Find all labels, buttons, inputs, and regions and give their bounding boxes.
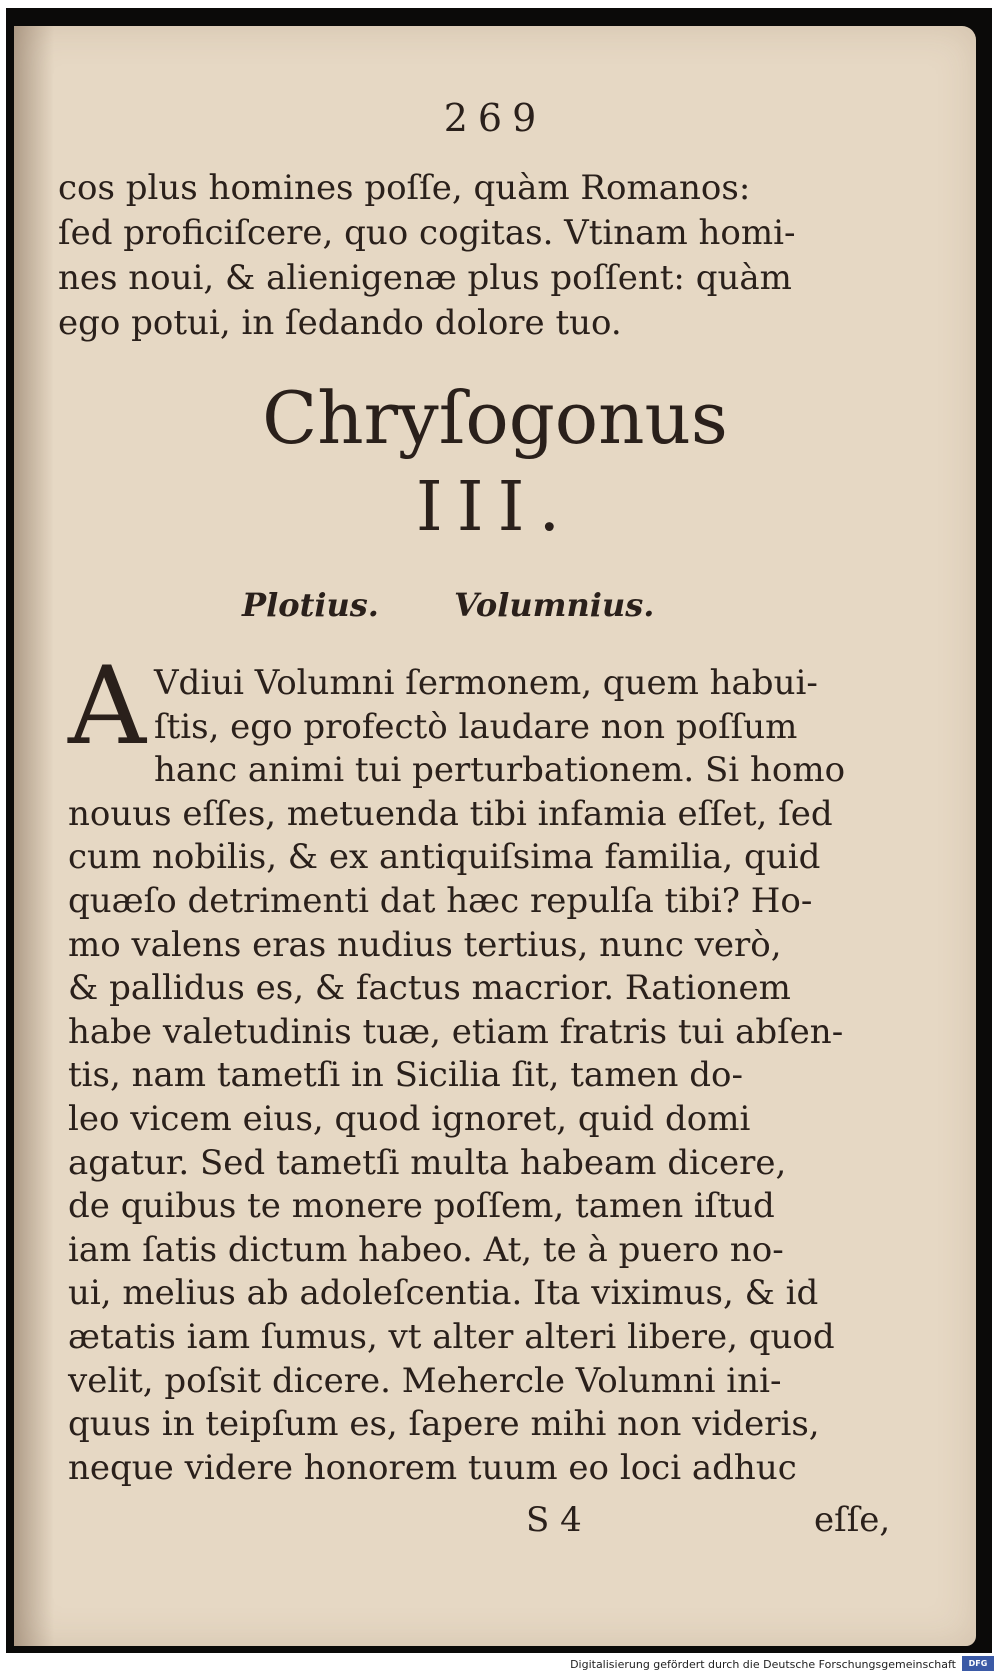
text-line: ego potui, in ſedando dolore tuo. xyxy=(58,303,622,343)
dfg-logo: DFG xyxy=(962,1656,994,1671)
digitization-credit: Digitalisierung gefördert durch die Deutsche Forschungsgemeinschaft xyxy=(570,1658,956,1671)
continuation-text xyxy=(58,166,938,346)
text-line: iam ſatis dictum habeo. At, te à puero no- xyxy=(68,1229,784,1270)
chapter-heading: Chryſogonus xyxy=(262,376,728,460)
text-line: velit, poſsit dicere. Mehercle Volumni ini- xyxy=(68,1360,782,1401)
text-line: & pallidus es, & factus macrior. Rationem xyxy=(68,968,791,1009)
text-line: quæſo detrimenti dat hæc repulſa tibi? Ho- xyxy=(68,880,813,921)
drop-cap: A xyxy=(68,644,146,769)
book-page xyxy=(14,26,976,1646)
text-line: ſed proficiſcere, quo cogitas. Vtinam homi- xyxy=(58,213,796,253)
speaker-name: Plotius. xyxy=(242,586,379,624)
text-line: tis, nam tametſi in Sicilia ſit, tamen do- xyxy=(68,1055,743,1096)
text-line: neque videre honorem tuum eo loci adhuc xyxy=(68,1447,797,1488)
text-line: ætatis iam ſumus, vt alter alteri libere, quod xyxy=(68,1316,835,1357)
text-line: nes noui, & alienigenæ plus poſſent: quàm xyxy=(58,258,792,298)
page-number: 269 xyxy=(443,96,547,140)
text-line: ſtis, ego profectò laudare non poſſum xyxy=(154,706,798,747)
text-line: ui, melius ab adoleſcentia. Ita viximus, & id xyxy=(68,1273,819,1314)
text-line: quus in teipſum es, ſapere mihi non videris, xyxy=(68,1404,820,1445)
text-line: mo valens eras nudius tertius, nunc verò, xyxy=(68,924,782,965)
body-text xyxy=(68,644,938,1490)
text-line: cum nobilis, & ex antiquiſsima familia, quid xyxy=(68,837,821,878)
text-line: habe valetudinis tuæ, etiam fratris tui abſen- xyxy=(68,1011,844,1052)
signature-mark: S 4 xyxy=(526,1500,582,1540)
chapter-number: III. xyxy=(415,468,575,547)
spine-shadow xyxy=(14,26,54,1646)
text-line: cos plus homines poſſe, quàm Romanos: xyxy=(58,168,751,208)
catchword: eſſe, xyxy=(814,1500,891,1540)
text-line: de quibus te monere poſſem, tamen iſtud xyxy=(68,1186,775,1227)
text-line: nouus eſſes, metuenda tibi infamia eſſet, ſed xyxy=(68,793,833,834)
speaker-name: Volumnius. xyxy=(454,586,655,624)
text-line: Vdiui Volumni ſermonem, quem habui- xyxy=(154,663,818,703)
text-line: hanc animi tui perturbationem. Si homo xyxy=(154,750,846,791)
text-line: leo vicem eius, quod ignoret, quid domi xyxy=(68,1098,751,1139)
text-line: agatur. Sed tametſi multa habeam dicere, xyxy=(68,1142,787,1183)
